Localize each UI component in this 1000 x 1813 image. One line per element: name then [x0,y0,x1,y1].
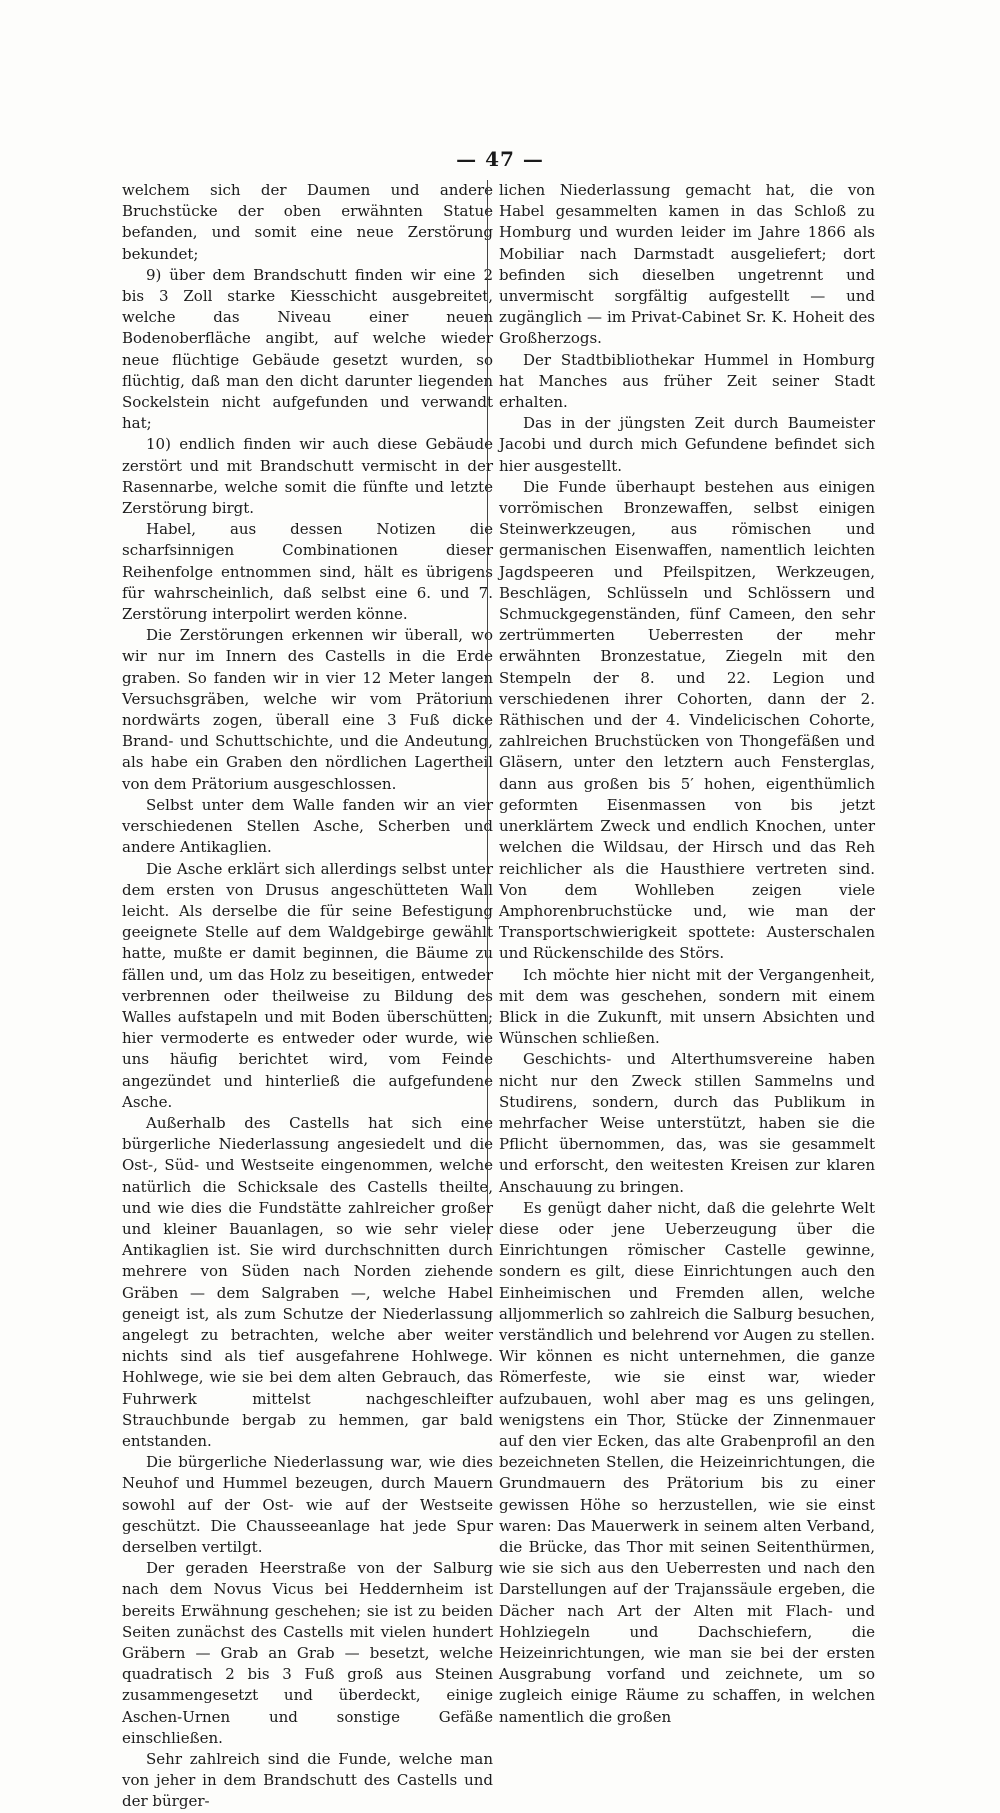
paragraph: welchem sich der Daumen und andere Bruchstücke der oben erwähnten Statue befanden, und somit eine neue Zerstörung bekundet; [122,181,493,263]
paragraph: Geschichts- und Alterthumsvereine haben nicht nur den Zweck stillen Sammelns und Studirens, sondern, durch das Publikum in mehrfacher Weise unterstützt, haben sie die Pflicht übernommen, das, was sie gesammelt und erforscht, den weitesten Kreisen zur klaren Anschauung zu bringen. [499,1050,875,1196]
column-divider [487,180,488,1240]
paragraph: Es genügt daher nicht, daß die gelehrte Welt diese oder jene Ueberzeugung über die Einrichtungen römischer Castelle gewinne, sondern es gilt, diese Einrichtungen auch den Einheimischen und Fremden allen, welche alljommerlich so zahlreich die Salburg besuchen, verständlich und belehrend vor Augen zu stellen. Wir können es nicht unternehmen, die ganze Römerfeste, wie sie einst war, wieder aufzubauen, wohl aber mag es uns gelingen, wenigstens ein Thor, Stücke der Zinnenmauer auf den vier Ecken, das alte Grabenprofil an den bezeichneten Stellen, die Heizeinrichtungen, die Grundmauern des Prätorium bis zu einer gewissen Höhe so herzustellen, wie sie einst waren: Das Mauerwerk in seinem alten Verband, die Brücke, das Thor mit seinen Seitenthürmen, wie sie sich aus den Ueberresten und nach den Darstellungen auf der Trajanssäule ergeben, die Dächer nach Art der Alten mit Flach- und Hohlziegeln und Dachschiefern, die Heizeinrichtungen, wie man sie bei der ersten Ausgrabung vorfand und zeichnete, um so zugleich einige Räume zu schaffen, in welchen namentlich die großen [499,1198,875,1726]
page-number: — 47 — [456,147,544,171]
left-column [122,180,493,1813]
paragraph: Ich möchte hier nicht mit der Vergangenheit, mit dem was geschehen, sondern mit einem Blick in die Zukunft, mit unsern Absichten und Wünschen schließen. [499,965,875,1048]
paragraph: Der Stadtbibliothekar Hummel in Homburg hat Manches aus früher Zeit seiner Stadt erhalten. [499,350,875,412]
paragraph: Das in der jüngsten Zeit durch Baumeister Jacobi und durch mich Gefundene befindet sich hier ausgestellt. [499,414,875,475]
right-column [499,180,875,1728]
paragraph: lichen Niederlassung gemacht hat, die von Habel gesammelten kamen in das Schloß zu Homburg und wurden leider im Jahre 1866 als Mobiliar nach Darmstadt ausgeliefert; dort befinden sich dieselben ungetrennt und unvermischt sorgfältig aufgestellt — und zugänglich — im Privat-Cabinet Sr. K. Hoheit des Großherzogs. [499,181,875,348]
paragraph: Außerhalb des Castells hat sich eine bürgerliche Niederlassung angesiedelt und die Ost-, Süd- und Westseite eingenommen, welche natürlich die Schicksale des Castells theilte, und wie dies die Fundstätte zahlreicher großer und kleiner Bauanlagen, so wie sehr vieler Antikaglien ist. Sie wird durchschnitten durch mehrere von Süden nach Norden ziehende Gräben — dem Salgraben —, welche Habel geneigt ist, als zum Schutze der Niederlassung angelegt zu betrachten, welche aber weiter nichts sind als tief ausgefahrene Hohlwege. Hohlwege, wie sie bei dem alten Gebrauch, das Fuhrwerk mittelst nachgeschleifter Strauchbunde bergab zu hemmen, gar bald entstanden. [122,1113,493,1450]
paragraph: Die bürgerliche Niederlassung war, wie dies Neuhof und Hummel bezeugen, durch Mauern sowohl auf der Ost- wie auf der Westseite geschützt. Die Chausseeanlage hat jede Spur derselben vertilgt. [122,1453,493,1556]
paragraph: Der geraden Heerstraße von der Salburg nach dem Novus Vicus bei Heddernheim ist bereits Erwähnung geschehen; sie ist zu beiden Seiten zunächst des Castells mit vielen hundert Gräbern — Grab an Grab — besetzt, welche quadratisch 2 bis 3 Fuß groß aus Steinen zusammengesetzt und überdeckt, einige Aschen-Urnen und sonstige Gefäße einschließen. [122,1559,493,1747]
paragraph: Die Asche erklärt sich allerdings selbst unter dem ersten von Drusus angeschütteten Wall leicht. Als derselbe die für seine Befestigung geeignete Stelle auf dem Waldgebirge gewählt hatte, mußte er damit beginnen, die Bäume zu fällen und, um das Holz zu beseitigen, entweder verbrennen oder theilweise zu Bildung des Walles aufstapeln und mit Boden überschütten; hier vermoderte es entweder oder wurde, wie uns häufig berichtet wird, vom Feinde angezündet und hinterließ die aufgefundene Asche. [122,859,493,1111]
paragraph: Sehr zahlreich sind die Funde, welche man von jeher in dem Brandschutt des Castells und der bürger- [122,1750,493,1811]
paragraph: Selbst unter dem Walle fanden wir an vier verschiedenen Stellen Asche, Scherben und andere Antikaglien. [122,795,493,857]
paragraph: Die Funde überhaupt bestehen aus einigen vorrömischen Bronzewaffen, selbst einigen Steinwerkzeugen, aus römischen und germanischen Eisenwaffen, namentlich leichten Jagdspeeren und Pfeilspitzen, Werkzeugen, Beschlägen, Schlüsseln und Schlössern und Schmuckgegenständen, fünf Cameen, den sehr zertrümmerten Ueberresten der mehr erwähnten Bronzestatue, Ziegeln mit den Stempeln der 8. und 22. Legion und verschiedenen ihrer Cohorten, dann der 2. Räthischen und der 4. Vindelicischen Cohorte, zahlreichen Bruchstücken von Thongefäßen und Gläsern, unter den letztern auch Fensterglas, dann aus großen bis 5′ hohen, eigenthümlich geformten Eisenmassen von bis jetzt unerklärtem Zweck und endlich Knochen, unter welchen die Wildsau, der Hirsch und das Reh reichlicher als die Hausthiere vertreten sind. Von dem Wohlleben zeigen viele Amphorenbruchstücke und, wie man der Transportschwierigkeit spottete: Austerschalen und Rückenschilde des Störs. [499,477,875,963]
paragraph: Die Zerstörungen erkennen wir überall, wo wir nur im Innern des Castells in die Erde graben. So fanden wir in vier 12 Meter langen Versuchsgräben, welche wir vom Prätorium nordwärts zogen, überall eine 3 Fuß dicke Brand- und Schuttschichte, und die Andeutung, als habe ein Graben den nördlichen Lagertheil von dem Prätorium ausgeschlossen. [122,626,493,793]
paragraph: Habel, aus dessen Notizen die scharfsinnigen Combinationen dieser Reihenfolge entnommen sind, hält es übrigens für wahrscheinlich, daß selbst eine 6. und 7. Zerstörung interpolirt werden könne. [122,520,493,624]
paragraph: 10) endlich finden wir auch diese Gebäude zerstört und mit Brandschutt vermischt in der Rasennarbe, welche somit die fünfte und letzte Zerstörung birgt. [122,435,493,518]
paragraph: 9) über dem Brandschutt finden wir eine 2 bis 3 Zoll starke Kiesschicht ausgebreitet, welche das Niveau einer neuen Bodenoberfläche angibt, auf welche wieder neue flüchtige Gebäude gesetzt wurden, so flüchtig, daß man den dicht darunter liegenden Sockelstein nicht aufgefunden und verwandt hat; [122,265,493,433]
